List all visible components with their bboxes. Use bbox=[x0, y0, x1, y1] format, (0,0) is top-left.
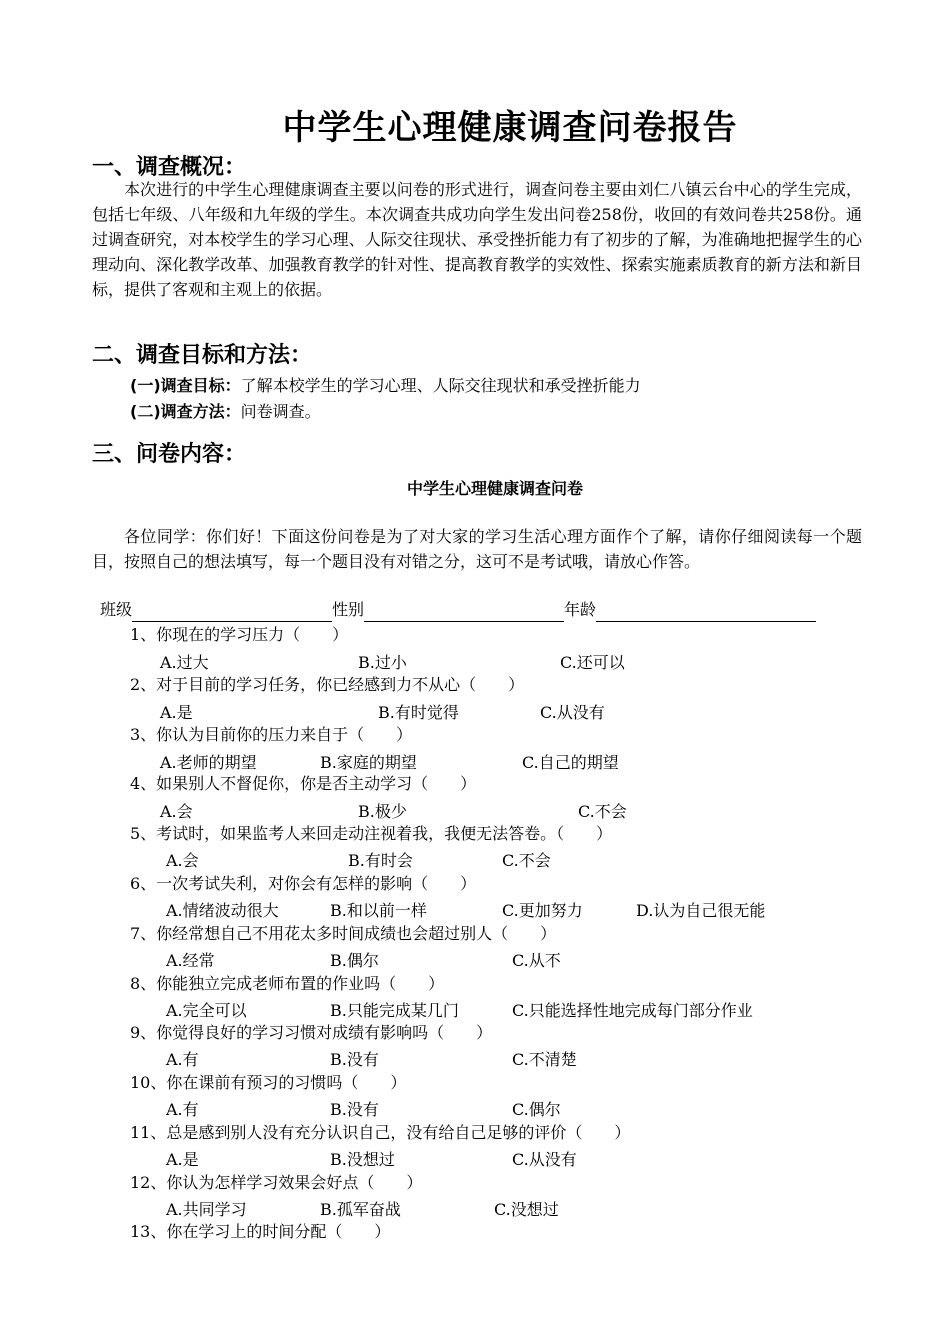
option: A.有 bbox=[166, 1100, 199, 1119]
question: 3、你认为目前你的压力来自于（ ） bbox=[130, 725, 413, 744]
option: B.有时会 bbox=[348, 851, 413, 870]
info-fields bbox=[100, 598, 816, 622]
option: C.更加努力 bbox=[502, 901, 583, 920]
goal-line bbox=[130, 374, 641, 398]
option: C.没想过 bbox=[494, 1200, 559, 1219]
method-text: 问卷调查。 bbox=[240, 402, 321, 421]
question: 6、一次考试失利，对你会有怎样的影响（ ） bbox=[130, 874, 477, 893]
section1-body: 本次进行的中学生心理健康调查主要以问卷的形式进行，调查问卷主要由刘仁八镇云台中心的学生完成，包括七年级、八年级和九年级的学生。本次调查共成功向学生发出问卷258份，收回的有效问卷共258份。通过调查研究，对本校学生的学习心理、人际交往现状、承受挫折能力有了初步的了解，为准确地把握学生的心理动向、深化教学改革、加强教育教学的针对性、提高教育教学的实效性、探索实施素质教育的新方法和新目标，提供了客观和主观上的依据。 bbox=[92, 180, 862, 299]
method-label: (二)调查方法： bbox=[130, 402, 241, 421]
age-label: 年龄 bbox=[564, 600, 597, 619]
question: 10、你在课前有预习的习惯吗（ ） bbox=[130, 1073, 407, 1092]
option: C.从没有 bbox=[540, 703, 605, 722]
option: B.没有 bbox=[330, 1050, 379, 1069]
option: A.是 bbox=[166, 1150, 199, 1169]
option: C.只能选择性地完成每门部分作业 bbox=[512, 1001, 753, 1020]
section3-heading: 三、问卷内容： bbox=[92, 442, 247, 467]
option: B.过小 bbox=[358, 653, 407, 672]
option: C.从没有 bbox=[512, 1150, 577, 1169]
question: 5、考试时，如果监考人来回走动注视着我，我便无法答卷。（ ） bbox=[130, 824, 613, 843]
gender-blank[interactable] bbox=[364, 603, 564, 622]
option: B.有时觉得 bbox=[378, 703, 459, 722]
class-label: 班级 bbox=[100, 600, 133, 619]
section1-heading: 一、调查概况： bbox=[92, 155, 247, 180]
option: C.不会 bbox=[578, 802, 627, 821]
option: A.情绪波动很大 bbox=[166, 901, 279, 920]
question: 8、你能独立完成老师布置的作业吗（ ） bbox=[130, 974, 445, 993]
question: 2、对于目前的学习任务，你已经感到力不从心（ ） bbox=[130, 675, 525, 694]
question: 13、你在学习上的时间分配（ ） bbox=[130, 1222, 391, 1241]
option: A.会 bbox=[166, 851, 199, 870]
option: A.是 bbox=[160, 703, 193, 722]
option: B.家庭的期望 bbox=[320, 753, 417, 772]
question: 11、总是感到别人没有充分认识自己，没有给自己足够的评价（ ） bbox=[130, 1123, 631, 1142]
option: C.偶尔 bbox=[512, 1100, 561, 1119]
option: C.自己的期望 bbox=[522, 753, 619, 772]
option: D.认为自己很无能 bbox=[636, 901, 766, 920]
section2-heading: 二、调查目标和方法： bbox=[92, 343, 313, 368]
option: B.极少 bbox=[358, 802, 407, 821]
gender-label: 性别 bbox=[332, 600, 365, 619]
age-blank[interactable] bbox=[596, 603, 816, 622]
option: B.没有 bbox=[330, 1100, 379, 1119]
option: A.过大 bbox=[160, 653, 209, 672]
question: 12、你认为怎样学习效果会好点（ ） bbox=[130, 1173, 423, 1192]
option: A.完全可以 bbox=[166, 1001, 247, 1020]
survey-intro: 各位同学：你们好！下面这份问卷是为了对大家的学习生活心理方面作个了解，请你仔细阅读每一个题目，按照自己的想法填写，每一个题目没有对错之分，这可不是考试哦，请放心作答。 bbox=[92, 527, 862, 571]
option: B.只能完成某几门 bbox=[330, 1001, 459, 1020]
class-blank[interactable] bbox=[132, 603, 332, 622]
option: C.从不 bbox=[512, 951, 561, 970]
question: 4、如果别人不督促你，你是否主动学习（ ） bbox=[130, 774, 477, 793]
option: B.和以前一样 bbox=[330, 901, 427, 920]
option: B.没想过 bbox=[330, 1150, 395, 1169]
option: C.还可以 bbox=[560, 653, 625, 672]
option: A.经常 bbox=[166, 951, 215, 970]
goal-label: (一)调查目标： bbox=[130, 376, 241, 395]
option: A.会 bbox=[160, 802, 193, 821]
method-line bbox=[130, 400, 321, 424]
question: 1、你现在的学习压力（ ） bbox=[130, 625, 349, 644]
report-title: 中学生心理健康调查问卷报告 bbox=[282, 108, 738, 148]
option: A.有 bbox=[166, 1050, 199, 1069]
option: C.不清楚 bbox=[512, 1050, 577, 1069]
option: A.老师的期望 bbox=[160, 753, 257, 772]
option: B.孤军奋战 bbox=[320, 1200, 401, 1219]
question: 9、你觉得良好的学习习惯对成绩有影响吗（ ） bbox=[130, 1023, 493, 1042]
survey-title: 中学生心理健康调查问卷 bbox=[406, 479, 583, 498]
option: C.不会 bbox=[502, 851, 551, 870]
option: B.偶尔 bbox=[330, 951, 379, 970]
option: A.共同学习 bbox=[166, 1200, 247, 1219]
question: 7、你经常想自己不用花太多时间成绩也会超过别人（ ） bbox=[130, 924, 557, 943]
goal-text: 了解本校学生的学习心理、人际交往现状和承受挫折能力 bbox=[240, 376, 641, 395]
